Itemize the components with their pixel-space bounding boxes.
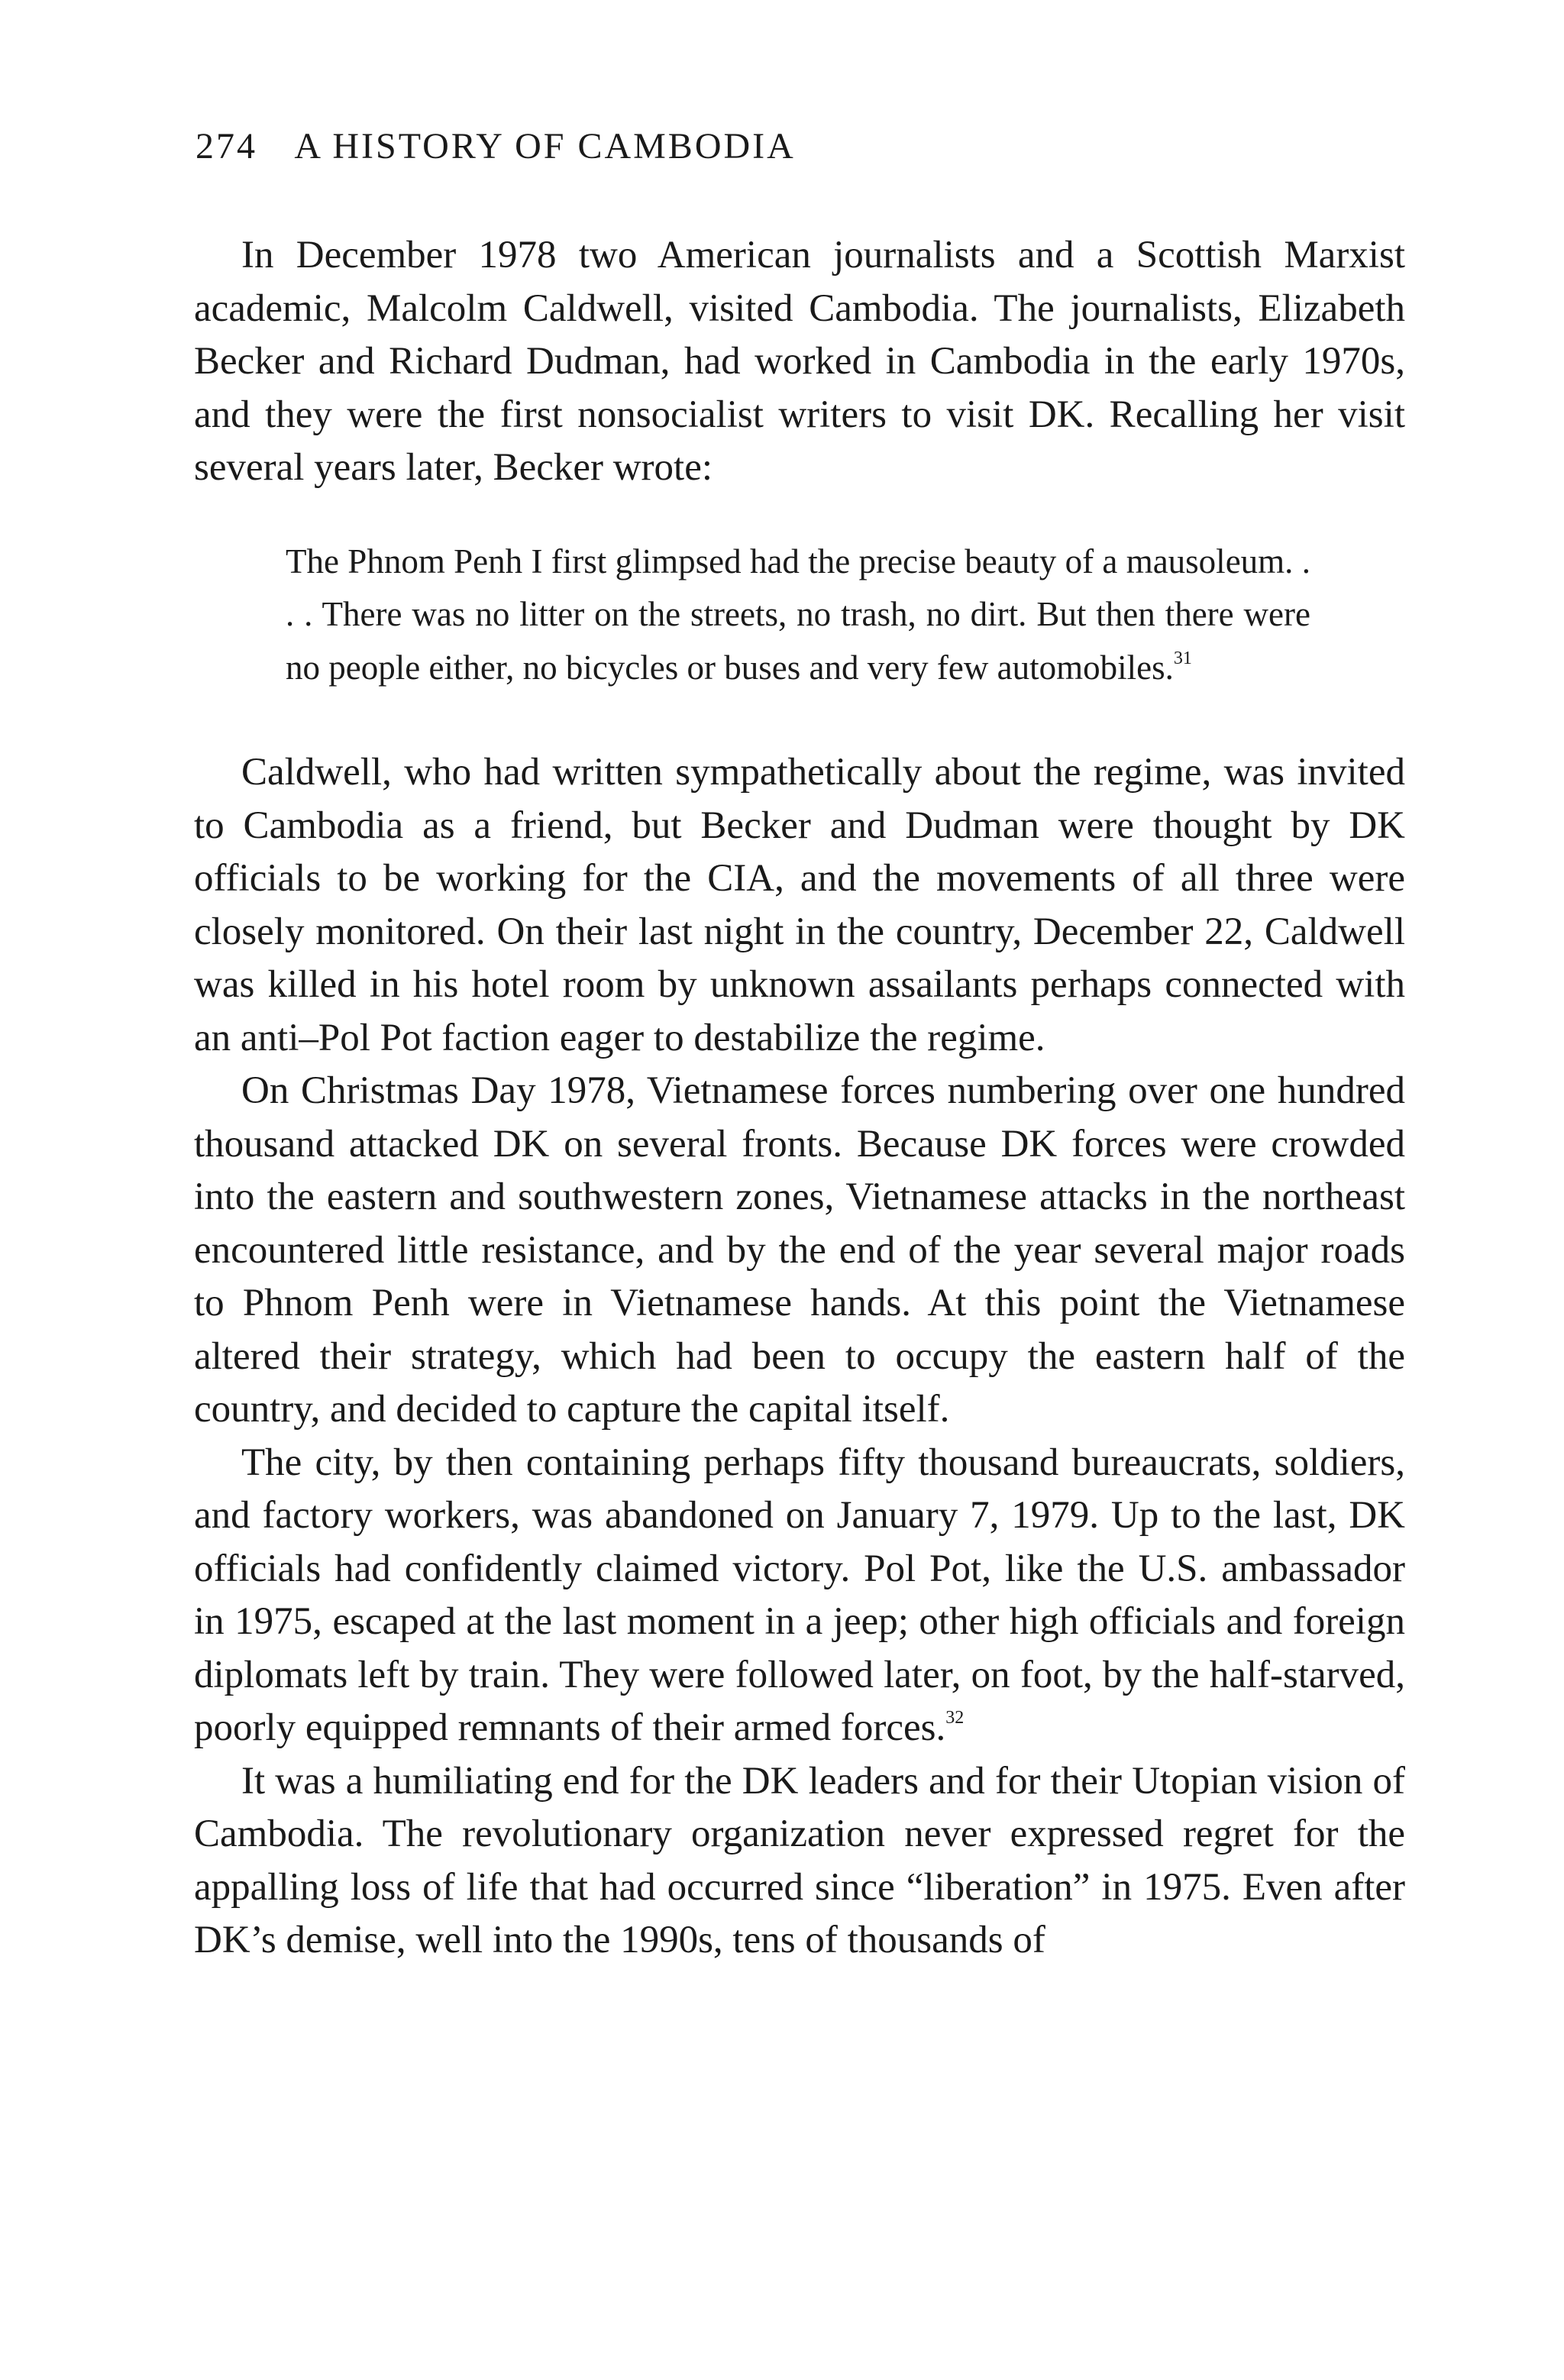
block-quote-text: The Phnom Penh I first glimpsed had the precise beauty of a mausoleum. . . . There was no litter on the streets, no trash, no dirt. But then there were no people either, no bicycles or buses and very few automobiles.: [286, 542, 1310, 687]
paragraph: Caldwell, who had written sympathetically about the regime, was invited to Cambodia as a friend, but Becker and Dudman were thought by DK officials to be working for the CIA, and the movements of all three were closely monitored. On their last night in the country, December 22, Caldwell was killed in his hotel room by unknown assailants perhaps connected with an anti–Pol Pot faction eager to destabilize the regime.: [194, 751, 1405, 1059]
paragraph: In December 1978 two American journalists and a Scottish Marxist academic, Malcolm Caldwell, visited Cambodia. The journalists, Elizabeth Becker and Richard Dudman, had worked in Cambodia in the early 1970s, and they were the first nonsocialist writers to visit DK. Recalling her visit several years later, Becker wrote:: [194, 234, 1405, 489]
page-number: 274: [196, 126, 257, 167]
body-text: [194, 229, 1405, 1968]
running-head: [196, 128, 796, 165]
paragraph: On Christmas Day 1978, Vietnamese forces numbering over one hundred thousand attacked DK on several fronts. Because DK forces were crowded into the eastern and southwestern zones, Vietnamese attacks in the northeast encountered little resistance, and by the end of the year several major roads to Phnom Penh were in Vietnamese hands. At this point the Vietnamese altered their strategy, which had been to occupy the eastern half of the country, and decided to capture the capital itself.: [194, 1069, 1405, 1431]
paragraph: It was a humiliating end for the DK leaders and for their Utopian vision of Cambodia. The revolutionary organization never expressed regret for the appalling loss of life that had occurred since “liberation” in 1975. Even after DK’s demise, well into the 1990s, tens of thousands of: [194, 1759, 1405, 1961]
running-title: A HISTORY OF CAMBODIA: [294, 126, 796, 167]
footnote-marker: 31: [1173, 648, 1192, 668]
footnote-marker: 32: [945, 1708, 965, 1728]
paragraph: [194, 1437, 1405, 1755]
block-quote: [194, 535, 1405, 695]
paragraph-text: The city, by then containing perhaps fifty thousand bureaucrats, soldiers, and factory workers, was abandoned on January 7, 1979. Up to the last, DK officials had confidently claimed victory. Pol Pot, like the U.S. ambassador in 1975, escaped at the last moment in a jeep; other high officials and foreign diplomats left by train. They were followed later, on foot, by the half-starved, poorly equipped remnants of their armed forces.: [194, 1441, 1405, 1749]
